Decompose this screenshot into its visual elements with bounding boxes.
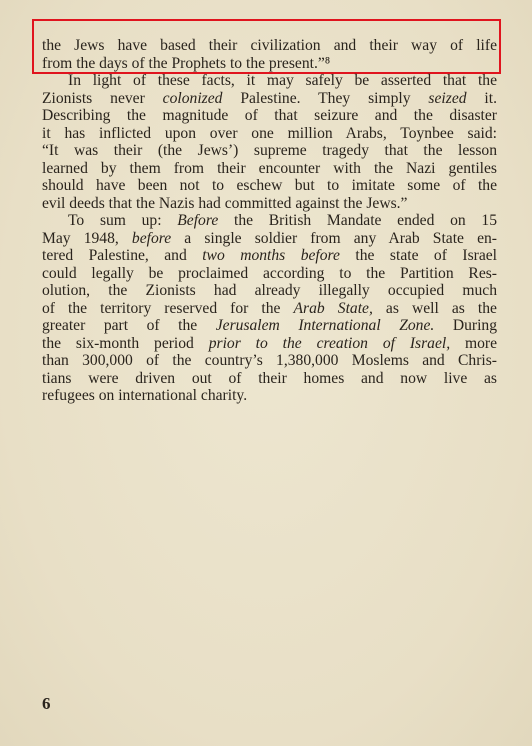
text-line: olution, the Zionists had already illegally occupied much: [42, 282, 497, 299]
text-line: Describing the magnitude of that seizure and the disaster: [42, 107, 497, 124]
text-line: evil deeds that the Nazis had committed against the Jews.”: [42, 194, 408, 212]
body-text: [42, 37, 497, 405]
text-line: learned by them from their encounter with the Nazi gentiles: [42, 159, 497, 177]
paragraph-start-line: To sum up: Before the British Mandate ended on 15: [68, 212, 497, 229]
text-line: tians were driven out of their homes and now live as: [42, 369, 497, 387]
paragraph-start-line: In light of these facts, it may safely be asserted that the: [68, 72, 497, 89]
text-line: refugees on international charity.: [42, 387, 248, 404]
text-line: May 1948, before a single soldier from any Arab State en-: [42, 229, 498, 247]
text-line: could legally be proclaimed according to the Partition Res-: [42, 264, 497, 282]
text-line: Zionists never colonized Palestine. They simply seized it.: [42, 89, 497, 107]
text-line: the six-month period prior to the creation of Israel, more: [42, 334, 497, 352]
text-line: than 300,000 of the country’s 1,380,000 Moslems and Chris-: [42, 352, 497, 369]
text-line: tered Palestine, and two months before the state of Israel: [42, 247, 498, 264]
text-line: of the territory reserved for the Arab State, as well as the: [42, 299, 497, 317]
text-line: should have been not to eschew but to imitate some of the: [42, 177, 497, 194]
text-line: from the days of the Prophets to the present.”⁸: [42, 54, 331, 72]
text-line: “It was their (the Jews’) supreme tragedy that the lesson: [42, 142, 497, 159]
text-line: greater part of the Jerusalem International Zone. During: [42, 317, 498, 334]
page-number: 6: [42, 694, 51, 713]
text-line: the Jews have based their civilization and their way of life: [42, 37, 497, 54]
text-line: it has inflicted upon over one million Arabs, Toynbee said:: [42, 124, 497, 142]
